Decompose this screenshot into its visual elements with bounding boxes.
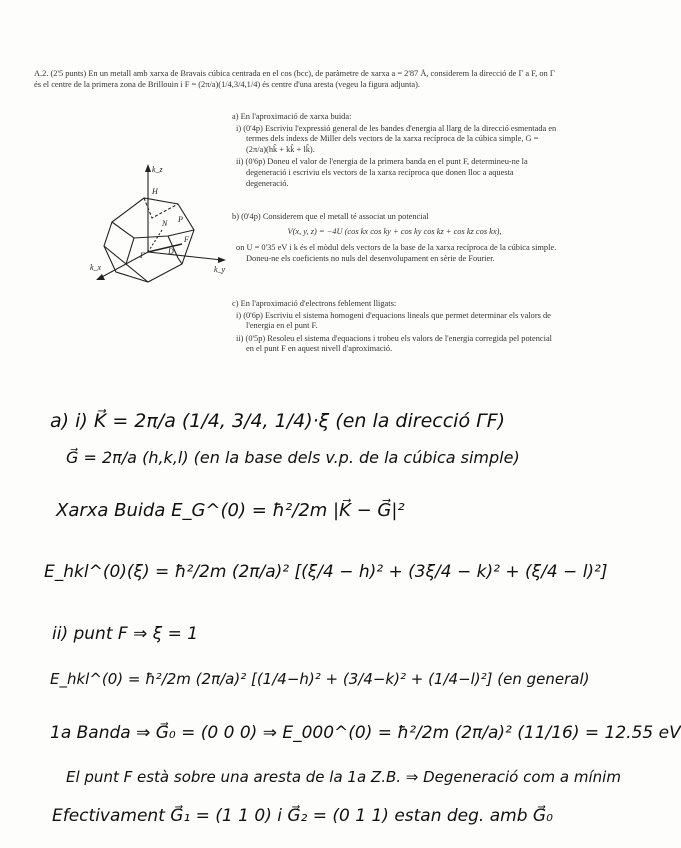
kx-label: k_x xyxy=(90,263,102,272)
kz-label: k_z xyxy=(152,165,163,174)
problem-statement: A.2. (2'5 punts) En un metall amb xarxa de Bravais cúbica centrada en el cos (bcc), de paràmetre de xarxa a = 2'87 Å, considerem la direcció de Γ a F, on Γ és el centre de la primera zona de Brillouin i F = (2π/a)(1/4,3/4,1/4) és centre d'una aresta (vegeu la figura adjunta). xyxy=(34,69,555,89)
handwritten-line-5: ii) punt F ⇒ ξ = 1 xyxy=(52,624,199,644)
d-label: D xyxy=(168,247,174,256)
handwritten-line-6: E_hkl^(0) = ħ²/2m (2π/a)² [(1/4−h)² + (3/4−k)² + (1/4−l)²] (en general) xyxy=(50,670,590,688)
problem-header xyxy=(34,69,558,90)
part-b-text: on U = 0'35 eV i k és el mòdul dels vectors de la base de la xarxa recíproca de la cúbica simple. Doneu-ne els coeficients no nuls del desenvolupament en sèrie de Fourier. xyxy=(236,243,557,263)
handwritten-line-9: Efectivament G⃗₁ = (1 1 0) i G⃗₂ = (0 1 1) estan deg. amb G⃗₀ xyxy=(52,806,553,826)
ky-axis xyxy=(148,252,222,260)
kz-arrow xyxy=(145,164,151,172)
handwritten-line-3: Xarxa Buida E_G^(0) = ħ²/2m |K⃗ − G⃗|² xyxy=(56,500,405,521)
handwritten-line-1: a) i) K⃗ = 2π/a (1/4, 3/4, 1/4)·ξ (en la direcció ΓF) xyxy=(50,410,506,432)
p-label: P xyxy=(178,215,183,224)
kx-arrow xyxy=(96,274,105,280)
f-label: F xyxy=(184,235,189,244)
h-label: H xyxy=(152,187,158,196)
handwritten-line-4: E_hkl^(0)(ξ) = ħ²/2m (2π/a)² [(ξ/4 − h)² + (3ξ/4 − k)² + (ξ/4 − l)²] xyxy=(44,562,608,582)
part-a xyxy=(232,112,557,191)
gamma-f-direction xyxy=(148,244,182,252)
zone-edge-front xyxy=(112,222,194,238)
part-b-intro: b) (0'4p) Considerem que el metall té associat un potencial xyxy=(232,212,429,221)
handwritten-line-8: El punt F està sobre una aresta de la 1a Z.B. ⇒ Degeneració com a mínim xyxy=(66,768,621,786)
ky-arrow xyxy=(218,257,226,263)
part-a-ii: ii) (0'6p) Doneu el valor de l'energia de la primera banda en el punt F, determineu-ne la degeneració i escriviu els vectors de la xarxa recíproca que donen lloc a aquesta degeneració. xyxy=(236,157,528,188)
handwritten-line-2: G⃗ = 2π/a (h,k,l) (en la base dels v.p. de la cúbica simple) xyxy=(66,448,520,467)
brillouin-zone-figure xyxy=(82,160,232,310)
potential-formula: V(x, y, z) = −4U (cos kx cos ky + cos ky cos kz + cos kz cos kx), xyxy=(287,226,502,236)
handwritten-line-7: 1a Banda ⇒ G⃗₀ = (0 0 0) ⇒ E_000^(0) = ħ²/2m (2π/a)² (11/16) = 12.55 eV xyxy=(50,723,681,743)
ky-label: k_y xyxy=(214,265,226,274)
gamma-label: Γ xyxy=(140,251,145,260)
part-c-intro: c) En l'aproximació d'electrons feblement lligats: xyxy=(232,299,397,308)
part-a-i: i) (0'4p) Escriviu l'expressió general de les bandes d'energia al llarg de la direcció esmentada en termes dels índexs de Miller dels vectors de la xarxa recíproca de la cúbica simple, G = (2π/a)(hk̂ + kk̂ + lk̂). xyxy=(236,123,557,154)
zone-outline xyxy=(104,198,194,282)
part-c-i: i) (0'6p) Escriviu el sistema homogeni d'equacions lineals que permet determinar els valors de l'energia en el punt F. xyxy=(236,310,551,331)
part-a-intro: a) En l'aproximació de xarxa buida: xyxy=(232,112,352,121)
part-c-ii: ii) (0'5p) Resoleu el sistema d'equacions i trobeu els valors de l'energia corregida pel potencial en el punt F en aquest nivell d'aproximació. xyxy=(236,333,553,354)
zone-edge-left xyxy=(126,238,148,282)
part-c xyxy=(232,299,557,357)
zone-edge-lower xyxy=(104,246,126,264)
part-b xyxy=(232,212,557,266)
n-label: N xyxy=(162,219,168,228)
